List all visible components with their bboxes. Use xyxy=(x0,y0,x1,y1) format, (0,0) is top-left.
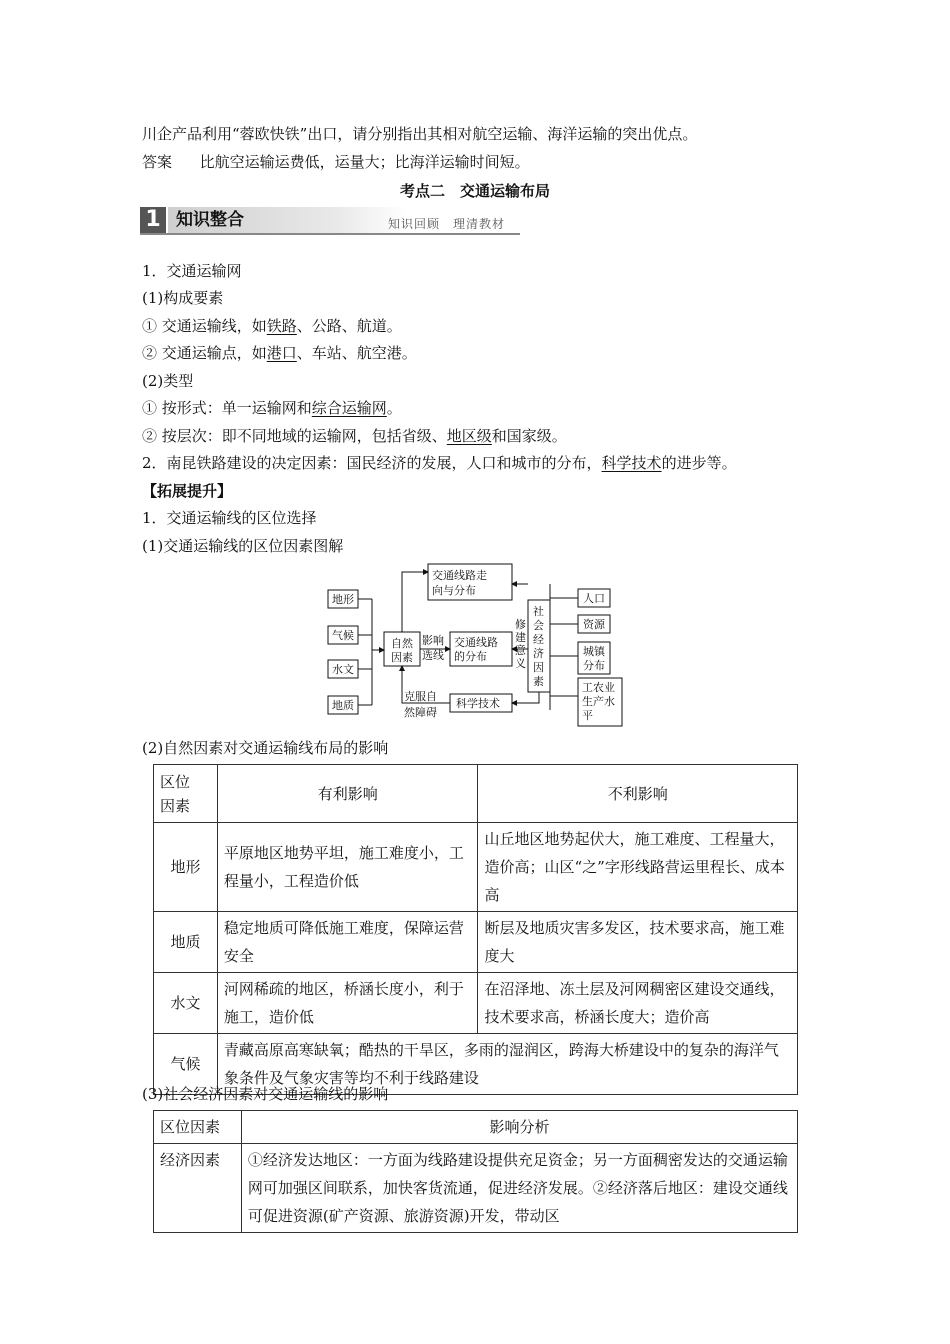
diagram-influence: 选线 xyxy=(422,649,444,662)
banner-rule xyxy=(140,233,520,235)
header-analysis: 影响分析 xyxy=(241,1111,797,1144)
row-analysis: ①经济发达地区：一方面为线路建设提供充足资金；另一方面稠密发达的交通运输网可加强区间联系，加快客货流通，促进经济发展。②经济落后地区：建设交通线可促进资源(矿产资源、旅游资源)开发，带动区 xyxy=(241,1144,797,1233)
row-con: 在沼泽地、冻土层及河网稠密区建设交通线，技术要求高，桥涵长度大；造价高 xyxy=(478,973,798,1034)
diagram-industry: 平 xyxy=(582,709,593,722)
diagram-towns: 城镇 xyxy=(583,645,605,658)
item-level: ② 按层次：即不同地域的运输网，包括省级、地区级和国家级。 xyxy=(142,427,567,445)
answer-text: 比航空运输运费低，运量大；比海洋运输时间短。 xyxy=(199,153,530,171)
diagram-tech: 科学技术 xyxy=(456,697,500,710)
row-factor: 经济因素 xyxy=(154,1144,242,1233)
diagram-overcome: 然障碍 xyxy=(404,706,437,719)
heading-diagram: (1)交通运输线的区位因素图解 xyxy=(142,537,344,555)
header-factor: 区位 因素 xyxy=(154,765,218,823)
item-points: ② 交通运输点，如港口、车站、航空港。 xyxy=(142,344,417,362)
row-factor: 地质 xyxy=(154,912,218,973)
diagram-right-factor: 资源 xyxy=(583,618,605,631)
diagram-influence: 影响 xyxy=(422,634,444,647)
heading-socio-factors: (3)社会经济因素对交通运输线的影响 xyxy=(142,1085,389,1103)
diagram-right-factor: 人口 xyxy=(583,592,605,605)
row-con: 山丘地区地势起伏大，施工难度、工程量大，造价高；山区“之”字形线路营运里程长、成本高 xyxy=(478,823,798,912)
diagram-top-box: 向与分布 xyxy=(432,584,476,597)
diagram-socio: 因 xyxy=(533,661,544,674)
diagram-left-factor: 地质 xyxy=(332,699,354,712)
item-nankun: 2．南昆铁路建设的决定因素：国民经济的发展，人口和城市的分布，科学技术的进步等。 xyxy=(142,454,737,472)
intro-line: 川企产品利用“蓉欧快铁”出口，请分别指出其相对航空运输、海洋运输的突出优点。 xyxy=(142,125,698,143)
diagram-socio: 社 xyxy=(533,605,544,618)
item-form: ① 按形式：单一运输网和综合运输网。 xyxy=(142,399,402,417)
diagram-center: 的分布 xyxy=(454,650,487,663)
row-factor: 水文 xyxy=(154,973,218,1034)
table-header-row xyxy=(154,765,798,823)
diagram-build: 建 xyxy=(515,631,526,644)
diagram-build: 义 xyxy=(515,657,526,670)
table-row xyxy=(154,823,798,912)
diagram-socio: 济 xyxy=(533,647,544,660)
heading-natural-factors: (2)自然因素对交通运输线布局的影响 xyxy=(142,739,389,757)
row-pro: 稳定地质可降低施工难度，保障运营安全 xyxy=(217,912,478,973)
table-header-row xyxy=(154,1111,798,1144)
banner-title: 知识整合 xyxy=(168,207,408,233)
table-row xyxy=(154,1144,798,1233)
row-merged: 青藏高原高寒缺氧；酷热的干旱区，多雨的湿润区，跨海大桥建设中的复杂的海洋气象条件及气象灾害等均不利于线路建设 xyxy=(217,1034,797,1095)
header-con: 不利影响 xyxy=(478,765,798,823)
header-factor: 区位因素 xyxy=(154,1111,242,1144)
natural-factors-table xyxy=(153,764,798,1095)
socio-factors-table xyxy=(153,1110,798,1233)
diagram-natural: 自然 xyxy=(391,637,413,650)
row-pro: 平原地区地势平坦，施工难度小，工程量小，工程造价低 xyxy=(217,823,478,912)
diagram-left-factor: 水文 xyxy=(332,663,354,676)
answer-line xyxy=(142,152,530,172)
heading-types: (2)类型 xyxy=(142,372,194,390)
table-row xyxy=(154,973,798,1034)
row-con: 断层及地质灾害多发区，技术要求高，施工难度大 xyxy=(478,912,798,973)
heading-location: 1．交通运输线的区位选择 xyxy=(142,509,317,527)
diagram-build: 修 xyxy=(515,618,526,631)
row-pro: 河网稀疏的地区，桥涵长度小，利于施工，造价低 xyxy=(217,973,478,1034)
diagram-socio: 会 xyxy=(533,619,544,632)
diagram-overcome: 克服自 xyxy=(404,690,437,703)
diagram-natural: 因素 xyxy=(391,651,413,664)
item-lines: ① 交通运输线，如铁路、公路、航道。 xyxy=(142,317,402,335)
heading-transport-network: 1．交通运输网 xyxy=(142,262,242,280)
header-pro: 有利影响 xyxy=(217,765,478,823)
diagram-industry: 生产水 xyxy=(582,695,615,708)
diagram-industry: 工农业 xyxy=(582,681,615,694)
diagram-socio: 素 xyxy=(533,675,544,688)
row-factor: 地形 xyxy=(154,823,218,912)
section-title: 考点二 交通运输布局 xyxy=(399,182,550,200)
banner-number: 1 xyxy=(140,207,166,233)
banner-subtitle: 知识回顾 理清教材 xyxy=(388,217,506,231)
knowledge-banner xyxy=(140,207,520,235)
heading-extension: 【拓展提升】 xyxy=(142,482,233,500)
diagram-top-box: 交通线路走 xyxy=(432,569,487,582)
table-row xyxy=(154,912,798,973)
heading-elements: (1)构成要素 xyxy=(142,289,224,307)
diagram-left-factor: 地形 xyxy=(332,593,354,606)
diagram-build: 意 xyxy=(515,644,526,657)
location-factors-diagram xyxy=(324,560,624,730)
diagram-socio: 经 xyxy=(533,633,544,646)
diagram-towns: 分布 xyxy=(583,659,605,672)
row-factor: 气候 xyxy=(154,1034,218,1095)
answer-label: 答案 xyxy=(142,153,173,171)
diagram-left-factor: 气候 xyxy=(332,629,354,642)
diagram-center: 交通线路 xyxy=(454,636,498,649)
